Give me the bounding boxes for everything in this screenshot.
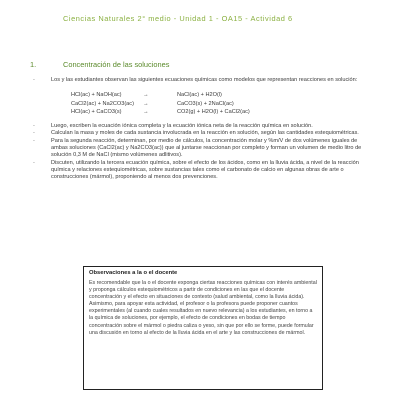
- notes-title: Observaciones a la o el docente: [89, 270, 178, 276]
- equation-products: CO2(g) + H2O(l) + CaCl2(ac): [177, 109, 250, 116]
- activity-list: [33, 77, 363, 181]
- step-text: Calculan la masa y moles de cada sustancia involucrada en la reacción en solución, según las cantidades estequiométricas.: [51, 130, 359, 137]
- step-text: Discuten, utilizando la tercera ecuación química, sobre el efecto de los ácidos, como en la lluvia ácida, a nivel de la reacción química y relaciones estequiométricas, sobre sustancias tales como el carbonato de calcio en algunas obras de arte o construcciones (mármol), proponiendo al menos dos prevenciones.: [51, 159, 359, 181]
- step-text: Para la segunda reacción, determinan, por medio de cálculos, la concentración molar y %m/V de dos volúmenes iguales de ambas soluciones (CaCl2(ac) y Na2CO3(ac)) que al juntarse reaccionan por completo y forman un volumen de medio litro de solución 0,3 M de NaCl (mismo volúmenes adlitivos).: [51, 137, 362, 159]
- equation-reactants: HCl(ac) + NaOH(ac): [71, 92, 122, 99]
- equation-products: CaCO3(s) + 2NaCl(ac): [177, 100, 234, 107]
- equations-block: [71, 91, 291, 117]
- list-item: [33, 130, 363, 137]
- equation-reactants: CaCl2(ac) + Na2CO3(ac): [71, 100, 134, 107]
- list-item: [33, 138, 363, 160]
- bullet: -: [33, 130, 35, 137]
- equation-reactants: HCl(ac) + CaCO3(s): [71, 109, 122, 116]
- bullet: -: [33, 77, 35, 83]
- reaction-arrow: →: [143, 100, 149, 107]
- equation-row: [71, 91, 291, 100]
- bullet: -: [33, 159, 35, 166]
- list-item: [33, 77, 363, 84]
- section-number: 1.: [30, 60, 37, 69]
- equation-row: [71, 100, 291, 109]
- intro-text: Los y las estudiantes observan las siguientes ecuaciones químicas como modelos que representan reacciones en solución:: [51, 77, 358, 83]
- bullet: -: [33, 137, 35, 144]
- list-item: [33, 160, 363, 182]
- reaction-arrow: →: [143, 109, 149, 116]
- bullet: -: [33, 123, 35, 130]
- page-header: Ciencias Naturales 2° medio - Unidad 1 - OA15 - Actividad 6: [63, 14, 293, 23]
- notes-body: Es recomendable que la o el docente exponga ciertas reacciones químicas con interés ambiental y proponga cálculos estequiométricos a partir de condiciones en las que el docente concentración y el efecto en situaciones de contexto (salud ambiental, como la lluvia ácida). Asimismo, para apoyar esta actividad, el profesor o la profesora puede proponer cuantos experimentales (al cuando cuales resultados en nuevo relevancia) a los estudiantes, en torno a la química de soluciones, por ejemplo, el efecto de condiciones en bodas de tiempo concentración sobre el mármol o piedra caliza o yeso, sin que por ello se forme, puede formular una discusión en torno al efecto de la lluvia ácida en el arte y las construcciones de mármol.: [89, 280, 317, 336]
- teacher-notes-box: [83, 266, 323, 390]
- section-title: Concentración de las soluciones: [63, 60, 170, 69]
- equation-products: NaCl(ac) + H2O(l): [177, 92, 222, 99]
- step-text: Luego, escriben la ecuación iónica completa y la ecuación iónica neta de la reacción química en solución.: [51, 123, 313, 130]
- list-item: [33, 123, 363, 130]
- equation-row: [71, 108, 291, 117]
- reaction-arrow: →: [143, 92, 149, 99]
